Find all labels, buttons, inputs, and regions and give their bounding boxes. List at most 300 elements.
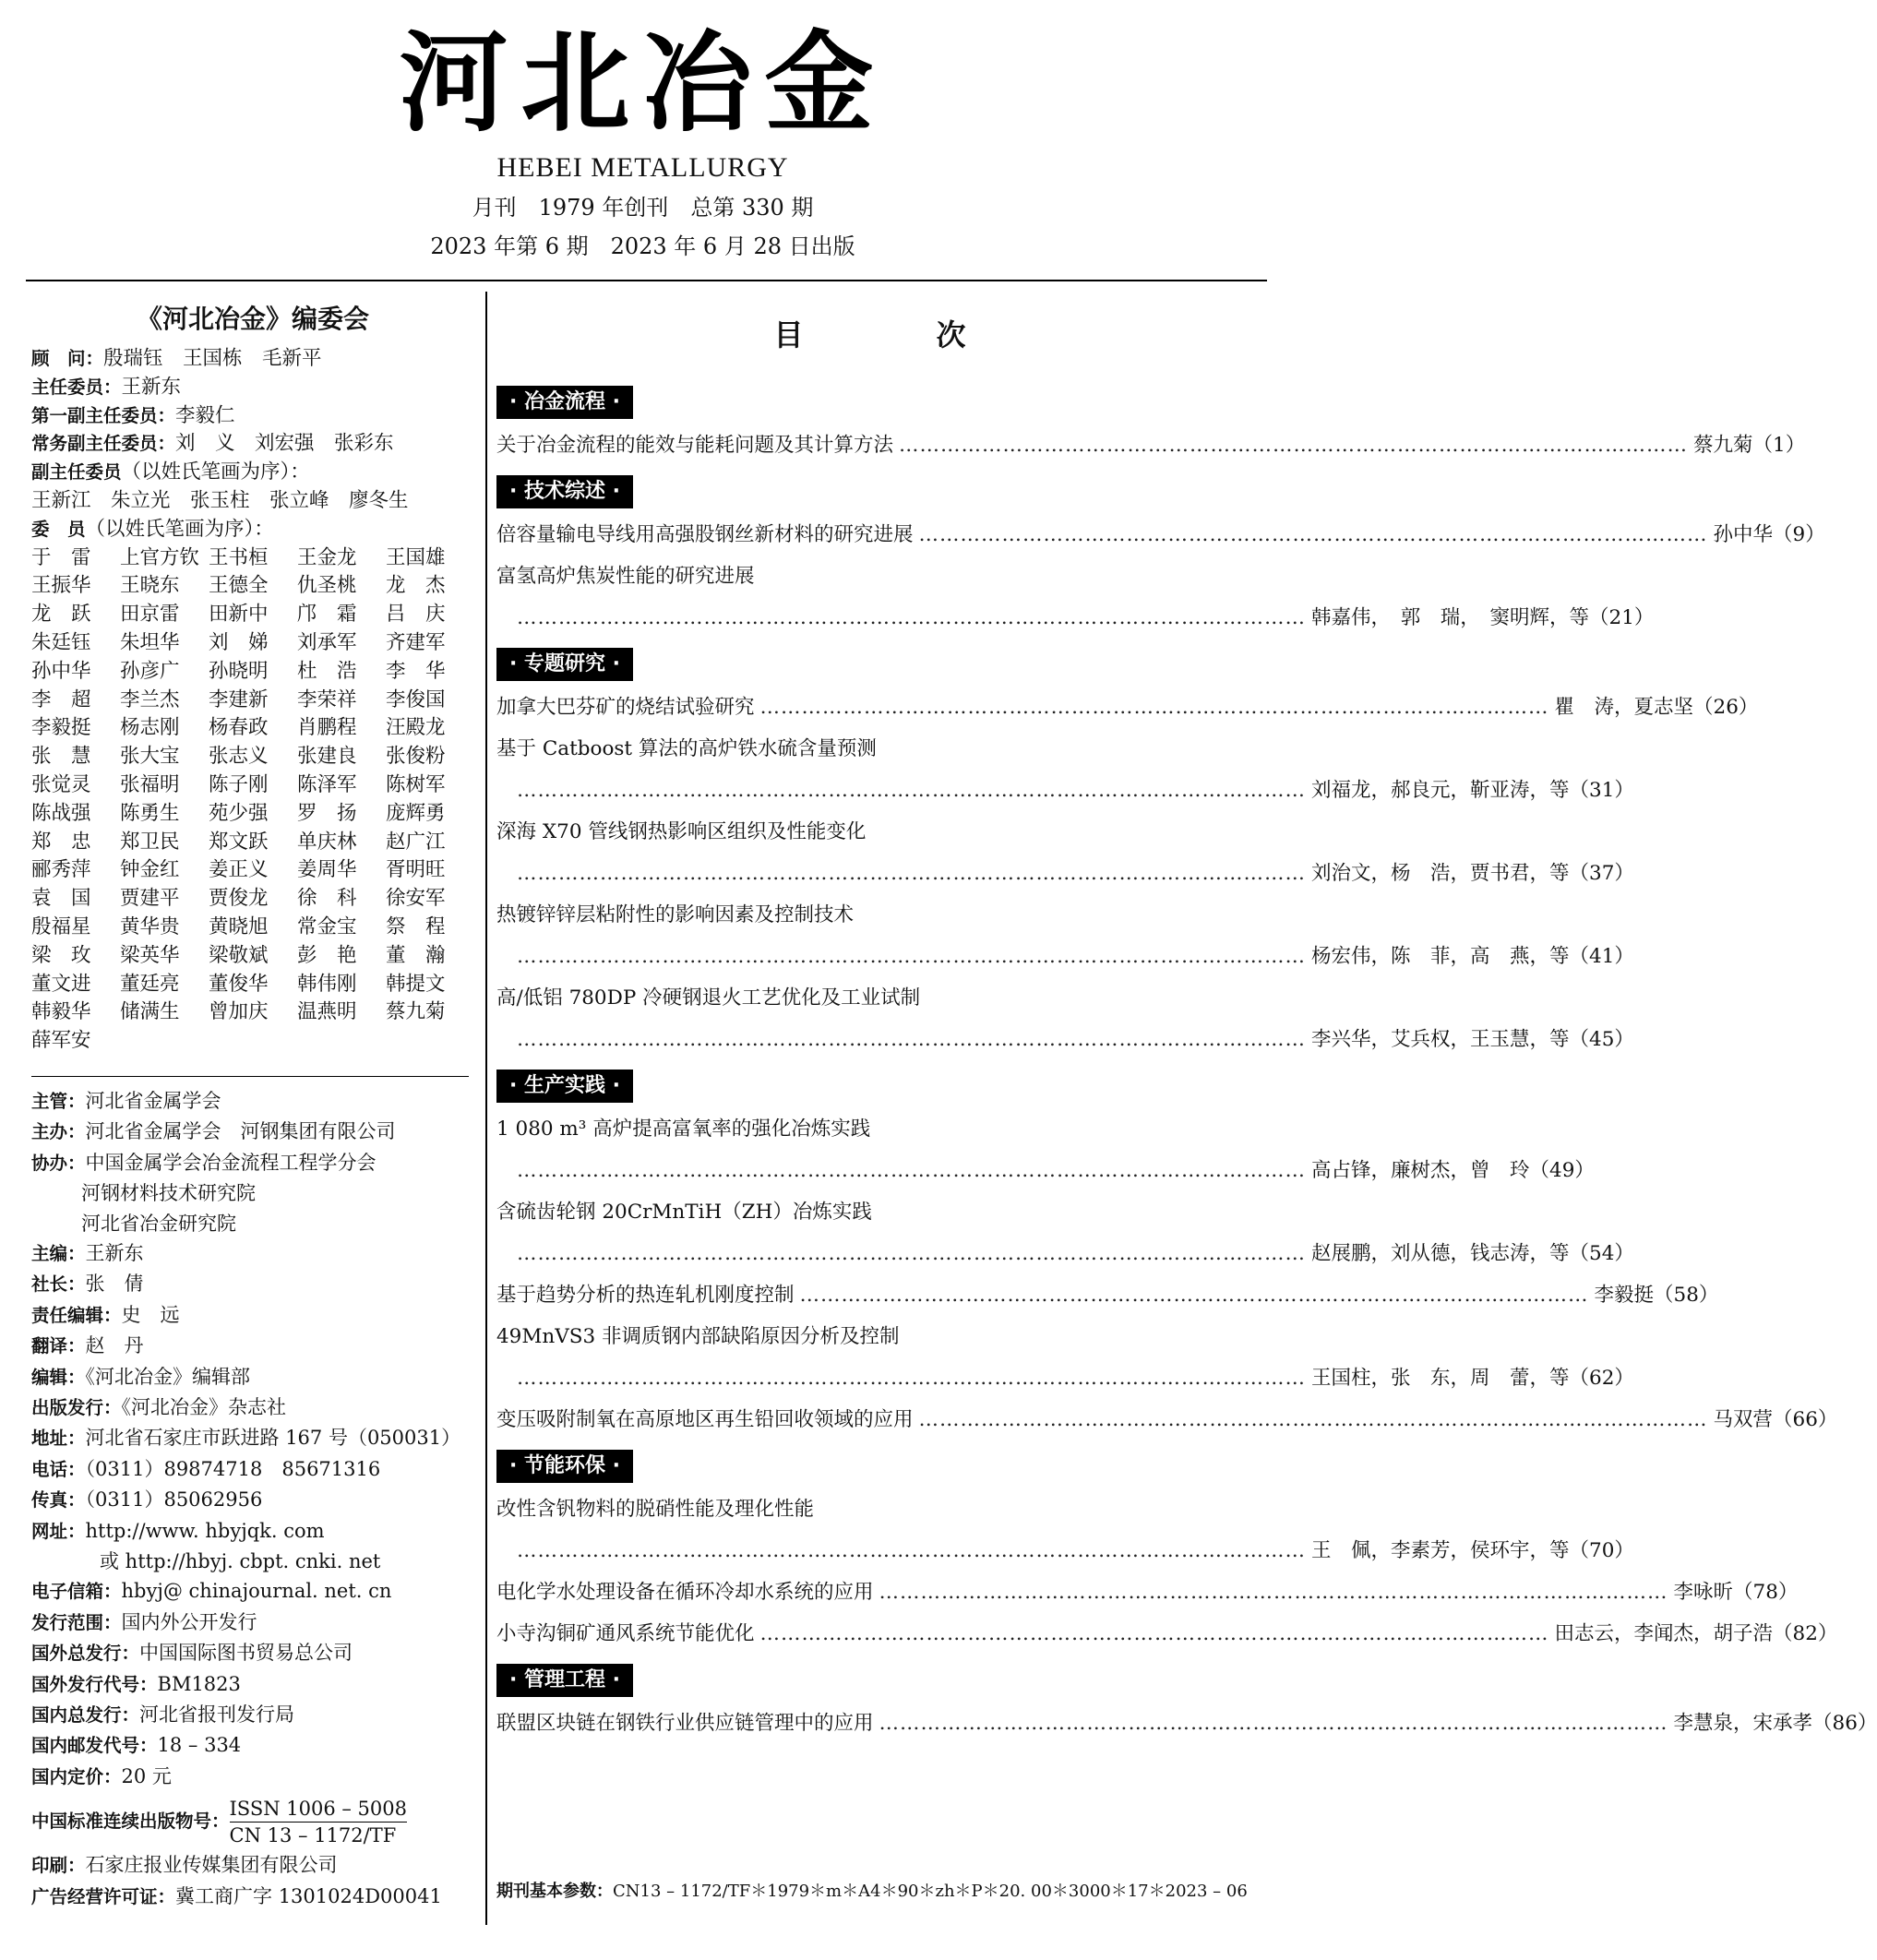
responsible-editor-label: 责任编辑：	[31, 1304, 122, 1326]
chief-editor-label: 主编：	[31, 1242, 86, 1264]
board-member: 彭 艳	[297, 943, 357, 967]
editorial-board-title: 《河北冶金》编委会	[136, 304, 369, 334]
article-line	[496, 514, 1825, 556]
supervisor-label: 主管：	[31, 1090, 86, 1112]
article-title: 富氢高炉焦炭性能的研究进展	[496, 565, 755, 588]
board-member: 李建新	[209, 687, 269, 711]
article-title: 高/低铝 780DP 冷硬钢退火工艺优化及工业试制	[496, 986, 921, 1010]
article-authors: 李兴华，艾兵权，王玉慧，等	[1311, 1028, 1570, 1051]
parameters-value: CN13 – 1172/TF＊1979＊m＊A4＊90＊zh＊P＊20. 00＊3000＊17＊2023 – 06	[613, 1882, 1248, 1901]
issn: ISSN 1006 – 5008	[230, 1796, 408, 1823]
co-organizer-2: 河钢材料技术研究院	[81, 1182, 256, 1205]
board-member: 田京雷	[120, 603, 180, 627]
distribution-row	[31, 1607, 474, 1638]
article-page: （82）	[1773, 1622, 1838, 1645]
masthead	[0, 18, 1285, 266]
article-line	[496, 1613, 1838, 1655]
deputies-note: （以姓氏笔画为序）：	[121, 460, 310, 484]
printer: 石家庄报业传媒集团有限公司	[85, 1854, 338, 1877]
board-member: 孙晓明	[209, 659, 269, 683]
board-member: 孙中华	[31, 659, 91, 683]
email-row	[31, 1576, 474, 1607]
article-title: 基于趋势分析的热连轧机刚度控制	[496, 1284, 795, 1307]
board-member: 徐安军	[386, 887, 446, 911]
table-of-contents	[496, 293, 1877, 1744]
board-member: 董俊华	[209, 972, 269, 996]
article-page: （21）	[1589, 606, 1655, 629]
section-heading: · 节能环保 ·	[496, 1450, 633, 1483]
board-member: 王振华	[31, 574, 91, 598]
website-link-1[interactable]: http://www. hbyjqk. com	[85, 1519, 325, 1542]
director-label: 主任委员：	[31, 376, 122, 398]
leader-dots: ……………………………………………………………………………………………………	[517, 1242, 1306, 1265]
article-byline	[496, 1150, 1595, 1191]
issue-info-line2: 2023 年第 6 期 2023 年 6 月 28 日出版	[430, 233, 855, 259]
article-byline	[496, 1357, 1634, 1399]
article-authors: 王国柱，张 东，周 蕾，等	[1311, 1367, 1570, 1390]
board-member: 董 瀚	[386, 943, 446, 967]
website-row	[31, 1516, 474, 1547]
board-member: 刘 娣	[209, 630, 269, 654]
fax: （0311）85062956	[85, 1488, 263, 1512]
board-member: 姜正义	[209, 858, 269, 882]
article-authors: 瞿 涛，夏志坚	[1554, 696, 1694, 719]
board-member: 吕 庆	[386, 603, 446, 627]
article-authors: 孙中华	[1713, 523, 1774, 546]
board-member: 梁英华	[120, 943, 180, 967]
board-member: 汪殿龙	[386, 716, 446, 740]
article-title: 小寺沟铜矿通风系统节能优化	[496, 1622, 755, 1645]
president-label: 社长：	[31, 1273, 86, 1296]
price-row	[31, 1762, 474, 1792]
toc-entry[interactable]	[496, 894, 1634, 977]
co-organizer-1: 中国金属学会冶金流程工程学分会	[85, 1151, 377, 1174]
article-byline	[496, 1019, 1634, 1060]
sponsor: 河北省金属学会 河钢集团有限公司	[85, 1120, 396, 1143]
price: 20 元	[121, 1764, 172, 1787]
co-organizer-3: 河北省冶金研究院	[81, 1212, 236, 1235]
serial-number-block	[230, 1796, 408, 1848]
article-line	[496, 1274, 1719, 1316]
board-member: 胥明旺	[386, 858, 446, 882]
co-organizer-label: 协办：	[31, 1152, 86, 1174]
board-member: 郦秀萍	[31, 858, 91, 882]
toc-entry[interactable]	[496, 687, 1759, 728]
first-deputy: 李毅仁	[175, 403, 235, 427]
article-line	[496, 1572, 1799, 1613]
board-member: 王国雄	[386, 545, 446, 569]
board-member: 上官方钦	[120, 545, 200, 569]
executive-deputy-label: 常务副主任委员：	[31, 433, 176, 455]
board-member: 罗 扬	[297, 801, 357, 825]
section-heading: · 管理工程 ·	[496, 1664, 633, 1697]
section-heading: · 生产实践 ·	[496, 1070, 633, 1103]
section-heading: · 技术综述 ·	[496, 475, 633, 508]
article-title: 49MnVS3 非调质钢内部缺陷原因分析及控制	[496, 1325, 900, 1348]
toc-entry[interactable]	[496, 1613, 1838, 1655]
board-member: 祭 程	[386, 914, 446, 938]
article-authors: 刘治文，杨 浩，贾书君，等	[1311, 862, 1570, 885]
leader-dots: ……………………………………………………………………………………………………	[517, 779, 1306, 802]
board-member: 常金宝	[297, 914, 357, 938]
board-member: 温燕明	[297, 1000, 357, 1024]
toc-entry[interactable]	[496, 728, 1634, 811]
board-member: 郑文跃	[209, 830, 269, 854]
board-member: 杜 浩	[297, 659, 357, 683]
article-title: 加拿大巴芬矿的烧结试验研究	[496, 696, 755, 719]
toc-body	[496, 376, 1877, 1744]
article-authors: 李慧泉，宋承孝	[1673, 1712, 1813, 1735]
article-title-line	[496, 556, 1258, 597]
board-member: 郑 忠	[31, 830, 91, 854]
toc-entry[interactable]	[496, 1703, 1877, 1744]
article-byline	[496, 1530, 1634, 1572]
email-label: 电子信箱：	[31, 1581, 122, 1603]
board-member: 张大宝	[120, 745, 180, 769]
toc-entry[interactable]	[496, 1108, 1595, 1191]
board-member: 邝 霜	[297, 603, 357, 627]
editor: 《河北冶金》编辑部	[85, 1365, 251, 1388]
article-title: 关于冶金流程的能效与能耗问题及其计算方法	[496, 434, 894, 457]
board-member: 陈泽军	[297, 772, 357, 796]
board-member: 陈战强	[31, 801, 91, 825]
website-link-2[interactable]: 或 http://hbyj. cbpt. cnki. net	[100, 1550, 381, 1573]
co-organizer-row	[31, 1148, 474, 1178]
parameters-label: 期刊基本参数：	[496, 1882, 613, 1901]
leader-dots: ……………………………………………………………………………………………………	[918, 1408, 1708, 1431]
printer-row	[31, 1850, 474, 1881]
leader-dots: ……………………………………………………………………………………………………	[517, 606, 1306, 629]
executive-deputy-row	[31, 430, 474, 459]
article-authors: 杨宏伟，陈 菲，高 燕，等	[1311, 945, 1570, 968]
article-title-line	[496, 894, 1258, 936]
article-title: 热镀锌锌层粘附性的影响因素及控制技术	[496, 903, 855, 926]
president-row	[31, 1269, 474, 1299]
printer-label: 印刷：	[31, 1855, 86, 1877]
article-title-line	[496, 728, 1258, 770]
leader-dots: ……………………………………………………………………………………………………	[918, 523, 1708, 546]
board-member: 张志义	[209, 745, 269, 769]
article-title: 变压吸附制氧在高原地区再生铅回收领域的应用	[496, 1408, 914, 1431]
board-member: 王德全	[209, 574, 269, 598]
sponsor-label: 主办：	[31, 1121, 86, 1143]
board-member: 张福明	[120, 772, 180, 796]
board-member: 王金龙	[297, 545, 357, 569]
article-title-line	[496, 977, 1258, 1019]
article-title: 基于 Catboost 算法的高炉铁水硫含量预测	[496, 737, 877, 760]
website-label: 网址：	[31, 1520, 86, 1542]
toc-entry[interactable]	[496, 1572, 1799, 1613]
english-title: HEBEI METALLURGY	[496, 152, 789, 183]
toc-entry[interactable]	[496, 1488, 1634, 1572]
board-member: 赵广江	[386, 830, 446, 854]
address-row	[31, 1423, 474, 1453]
article-page: （78）	[1733, 1581, 1799, 1604]
board-member: 梁敬斌	[209, 943, 269, 967]
email-link[interactable]: hbyj@ chinajournal. net. cn	[121, 1580, 392, 1603]
board-member: 李毅挺	[31, 716, 91, 740]
members-note: （以姓氏笔画为序）：	[85, 517, 274, 541]
toc-entry[interactable]	[496, 811, 1634, 894]
article-page: （49）	[1529, 1159, 1595, 1182]
publisher: 《河北冶金》杂志社	[121, 1395, 287, 1418]
toc-entry[interactable]	[496, 424, 1806, 466]
board-member: 王晓东	[120, 574, 180, 598]
board-member: 薛军安	[31, 1029, 91, 1053]
foreign-code-label: 国外发行代号：	[31, 1673, 158, 1695]
article-byline	[496, 597, 1655, 639]
leader-dots: ……………………………………………………………………………………………………	[759, 1622, 1549, 1645]
toc-entry[interactable]	[496, 1316, 1634, 1399]
first-deputy-label: 第一副主任委员：	[31, 404, 176, 426]
board-member: 李兰杰	[120, 687, 180, 711]
article-title: 含硫齿轮钢 20CrMnTiH（ZH）冶炼实践	[496, 1201, 872, 1224]
board-member: 曾加庆	[209, 1000, 269, 1024]
leader-dots: ……………………………………………………………………………………………………	[517, 1028, 1306, 1051]
ad-license: 冀工商广字 1301024D00041	[175, 1884, 442, 1907]
board-member: 杨春政	[209, 716, 269, 740]
leader-dots: ……………………………………………………………………………………………………	[799, 1284, 1589, 1307]
article-title: 改性含钒物料的脱硝性能及理化性能	[496, 1498, 815, 1521]
fax-row	[31, 1485, 474, 1515]
article-authors: 王 佩，李素芳，侯环宇，等	[1311, 1539, 1570, 1562]
address: 河北省石家庄市跃进路 167 号（050031）	[85, 1427, 461, 1450]
article-authors: 田志云，李闻杰，胡子浩	[1554, 1622, 1774, 1645]
article-authors: 李毅挺	[1594, 1284, 1655, 1307]
board-member: 梁 玫	[31, 943, 91, 967]
board-member: 孙彦广	[120, 659, 180, 683]
board-member: 黄华贵	[120, 914, 180, 938]
supervisor: 河北省金属学会	[85, 1089, 221, 1112]
column-divider	[485, 292, 487, 1925]
fax-label: 传真：	[31, 1489, 86, 1512]
board-member: 陈树军	[386, 772, 446, 796]
serial-number-row	[31, 1792, 474, 1850]
translator-row	[31, 1331, 474, 1361]
board-member: 贾俊龙	[209, 887, 269, 911]
article-line	[496, 1399, 1838, 1440]
members-heading	[31, 516, 474, 544]
board-member: 王书桓	[209, 545, 269, 569]
article-page: （54）	[1569, 1242, 1634, 1265]
leader-dots: ……………………………………………………………………………………………………	[879, 1581, 1668, 1604]
leader-dots: ……………………………………………………………………………………………………	[517, 862, 1306, 885]
editor-row	[31, 1362, 474, 1392]
article-line	[496, 1703, 1877, 1744]
toc-entry[interactable]	[496, 514, 1825, 556]
board-member: 郑卫民	[120, 830, 180, 854]
serial-label: 中国标准连续出版物号：	[31, 1811, 230, 1833]
responsible-editor-row	[31, 1300, 474, 1331]
article-page: （26）	[1693, 696, 1759, 719]
board-member: 钟金红	[120, 858, 180, 882]
director-row	[31, 374, 474, 402]
toc-entry[interactable]	[496, 556, 1655, 639]
journal-parameters	[496, 1878, 1258, 1902]
article-page: （45）	[1569, 1028, 1634, 1051]
board-member: 张建良	[297, 745, 357, 769]
domestic-distributor: 河北省报刊发行局	[139, 1703, 295, 1727]
ad-license-row	[31, 1882, 474, 1912]
board-member: 殷福星	[31, 914, 91, 938]
article-title-line	[496, 811, 1258, 853]
board-member: 储满生	[120, 1000, 180, 1024]
article-authors: 韩嘉伟， 郭 瑞， 窦明辉，等	[1311, 606, 1590, 629]
article-authors: 赵展鹏，刘从德，钱志涛，等	[1311, 1242, 1570, 1265]
board-member: 黄晓旭	[209, 914, 269, 938]
article-byline	[496, 1233, 1634, 1274]
deputies-row: 王新江 朱立光 张玉柱 张立峰 廖冬生	[31, 488, 409, 512]
board-member: 贾建平	[120, 887, 180, 911]
article-title-line	[496, 1488, 1258, 1530]
advisers-label: 顾 问：	[31, 348, 104, 369]
leader-dots: ……………………………………………………………………………………………………	[517, 1367, 1306, 1390]
board-member: 苑少强	[209, 801, 269, 825]
distribution: 国内外公开发行	[121, 1610, 257, 1633]
board-member: 韩提文	[386, 972, 446, 996]
deputies-heading	[31, 459, 474, 487]
article-page: （86）	[1812, 1712, 1877, 1735]
members-grid	[31, 544, 474, 1056]
president: 张 倩	[85, 1273, 144, 1296]
board-member: 肖鹏程	[297, 716, 357, 740]
article-authors: 李咏昕	[1673, 1581, 1734, 1604]
article-byline	[496, 936, 1634, 977]
translator: 赵 丹	[85, 1334, 144, 1357]
members-label: 委 员	[31, 518, 86, 540]
article-title-line	[496, 1108, 1258, 1150]
phone-label: 电话：	[31, 1458, 86, 1480]
leader-dots: ……………………………………………………………………………………………………	[517, 945, 1306, 968]
board-member: 张觉灵	[31, 772, 91, 796]
board-member: 龙 杰	[386, 574, 446, 598]
article-line	[496, 424, 1806, 466]
board-member: 姜周华	[297, 858, 357, 882]
article-page: （62）	[1569, 1367, 1634, 1390]
leader-dots: ……………………………………………………………………………………………………	[759, 696, 1549, 719]
article-page: （37）	[1569, 862, 1634, 885]
article-title: 倍容量输电导线用高强股钢丝新材料的研究进展	[496, 523, 914, 546]
article-line	[496, 687, 1759, 728]
article-title: 电化学水处理设备在循环冷却水系统的应用	[496, 1581, 874, 1604]
responsible-editor: 史 远	[121, 1303, 180, 1326]
advisers-row	[31, 345, 474, 374]
advisers: 殷瑞钰 王国栋 毛新平	[103, 347, 322, 370]
issue-info-line1: 月刊 1979 年创刊 总第 330 期	[472, 195, 814, 221]
foreign-code-row	[31, 1669, 474, 1700]
foreign-distributor-label: 国外总发行：	[31, 1643, 140, 1665]
distribution-label: 发行范围：	[31, 1611, 122, 1633]
board-member: 李 超	[31, 687, 91, 711]
journal-logo: 河北冶金	[399, 18, 887, 147]
translator-label: 翻译：	[31, 1335, 86, 1357]
board-member: 袁 国	[31, 887, 91, 911]
article-page: （9）	[1773, 523, 1825, 546]
address-label: 地址：	[31, 1428, 86, 1450]
board-member: 李俊国	[386, 687, 446, 711]
article-page: （1）	[1752, 434, 1806, 457]
toc-entry[interactable]	[496, 977, 1634, 1060]
toc-entry[interactable]	[496, 1399, 1838, 1440]
editor-label: 编辑：	[31, 1366, 86, 1388]
board-member: 庞辉勇	[386, 801, 446, 825]
leader-dots: ……………………………………………………………………………………………………	[517, 1539, 1306, 1562]
foreign-distributor: 中国国际图书贸易总公司	[139, 1642, 353, 1665]
board-member: 仇圣桃	[297, 574, 357, 598]
article-byline	[496, 770, 1634, 811]
board-member: 韩伟刚	[297, 972, 357, 996]
board-member: 陈勇生	[120, 801, 180, 825]
article-authors: 蔡九菊	[1693, 434, 1753, 457]
executive-deputy: 刘 义 刘宏强 张彩东	[175, 432, 394, 456]
foreign-code: BM1823	[157, 1672, 241, 1695]
postal-code-row	[31, 1730, 474, 1761]
section-heading: · 冶金流程 ·	[496, 386, 633, 419]
article-title-line	[496, 1316, 1258, 1357]
postal-code-label: 国内邮发代号：	[31, 1735, 158, 1757]
publisher-label: 出版发行：	[31, 1396, 122, 1418]
article-authors: 高占锋，廉树杰，曾 玲	[1311, 1159, 1530, 1182]
article-title: 深海 X70 管线钢热影响区组织及性能变化	[496, 820, 867, 843]
article-page: （31）	[1569, 779, 1634, 802]
board-member: 齐建军	[386, 630, 446, 654]
board-member: 董廷亮	[120, 972, 180, 996]
first-deputy-row	[31, 402, 474, 431]
director: 王新东	[121, 375, 182, 399]
board-member: 单庆林	[297, 830, 357, 854]
domestic-distributor-label: 国内总发行：	[31, 1704, 140, 1727]
article-page: （66）	[1773, 1408, 1838, 1431]
info-divider	[31, 1076, 469, 1077]
article-page: （58）	[1654, 1284, 1719, 1307]
toc-entry[interactable]	[496, 1191, 1634, 1274]
board-member: 蔡九菊	[386, 1000, 446, 1024]
board-member: 李荣祥	[297, 687, 357, 711]
article-page: （41）	[1569, 945, 1634, 968]
board-member: 张俊粉	[386, 745, 446, 769]
board-member: 李 华	[386, 659, 446, 683]
domestic-distributor-row	[31, 1700, 474, 1730]
board-member: 刘承军	[297, 630, 357, 654]
article-title: 1 080 m³ 高炉提高富氧率的强化冶炼实践	[496, 1117, 871, 1141]
leader-dots: ……………………………………………………………………………………………………	[517, 1159, 1306, 1182]
board-member: 龙 跃	[31, 603, 91, 627]
price-label: 国内定价：	[31, 1765, 122, 1787]
board-member: 朱廷钰	[31, 630, 91, 654]
leader-dots: ……………………………………………………………………………………………………	[879, 1712, 1668, 1735]
article-byline	[496, 853, 1634, 894]
ad-license-label: 广告经营许可证：	[31, 1885, 176, 1907]
board-member: 陈子刚	[209, 772, 269, 796]
board-member: 朱坦华	[120, 630, 180, 654]
article-title-line	[496, 1191, 1258, 1233]
board-member: 杨志刚	[120, 716, 180, 740]
publisher-row	[31, 1392, 474, 1423]
article-authors: 刘福龙，郝良元，靳亚涛，等	[1311, 779, 1570, 802]
board-member: 董文进	[31, 972, 91, 996]
toc-title: 目 次	[773, 317, 1018, 353]
supervisor-row	[31, 1086, 474, 1117]
toc-entry[interactable]	[496, 1274, 1719, 1316]
board-member: 徐 科	[297, 887, 357, 911]
phone-row	[31, 1454, 474, 1485]
sponsor-row	[31, 1117, 474, 1147]
article-title: 联盟区块链在钢铁行业供应链管理中的应用	[496, 1712, 874, 1735]
board-member: 张 慧	[31, 745, 91, 769]
chief-editor: 王新东	[85, 1241, 144, 1264]
header-divider	[26, 280, 1267, 281]
board-member: 韩毅华	[31, 1000, 91, 1024]
